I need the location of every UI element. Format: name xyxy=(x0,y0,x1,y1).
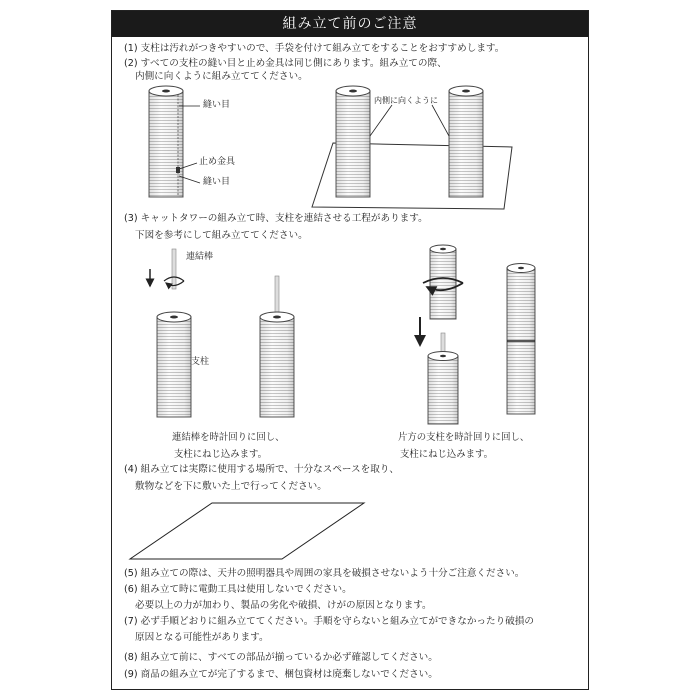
item-3-line-2: 下図を参考にして組み立ててください。 xyxy=(135,230,308,241)
clip-label: 止め金具 xyxy=(199,157,236,167)
post-target xyxy=(157,312,191,417)
post-upper-rotating xyxy=(430,245,456,319)
item-2-line-2: 内側に向くように組み立ててください。 xyxy=(135,71,308,82)
notice-title: 組み立て前のご注意 xyxy=(112,11,588,37)
item-9-line-1: (9) 商品の組み立てが完了するまで、梱包資材は廃棄しないでください。 xyxy=(124,669,438,680)
item-6-line-2: 必要以上の力が加わり、製品の劣化や破損、けがの原因となります。 xyxy=(135,600,432,611)
floor-mat xyxy=(130,503,364,559)
item-2-line-1: (2) すべての支柱の縫い目と止め金具は同じ側にあります。組み立ての際、 xyxy=(124,58,447,69)
item-1-line-1: (1) 支柱は汚れがつきやすいので、手袋を付けて組み立てをすることをおすすめします。 xyxy=(124,43,505,54)
item-5-line-1: (5) 組み立ての際は、天井の照明器具や周囲の家具を破損させないよう十分ご注意ください。 xyxy=(124,568,525,579)
item-7-line-1: (7) 必ず手順どおりに組み立ててください。手順を守らないと組み立てができなかったり破損の xyxy=(124,616,534,627)
item-8-line-1: (8) 組み立て前に、すべての部品が揃っているか必ず確認してください。 xyxy=(124,652,438,663)
item-6-line-1: (6) 組み立て時に電動工具は使用しないでください。 xyxy=(124,584,352,595)
seam-label-top: 縫い目 xyxy=(203,100,231,110)
inward-label: 内側に向くように xyxy=(374,96,438,105)
seam-label-bottom: 縫い目 xyxy=(203,177,231,187)
rod-label: 連結棒 xyxy=(186,252,214,262)
caption-right-2: 支柱にねじ込みます。 xyxy=(400,449,493,460)
post-connected xyxy=(507,264,535,415)
item-7-line-2: 原因となる可能性があります。 xyxy=(135,632,269,643)
caption-left-2: 支柱にねじ込みます。 xyxy=(174,449,267,460)
notice-panel xyxy=(111,10,589,690)
caption-left-1: 連結棒を時計回りに回し、 xyxy=(172,432,285,443)
post-pair-left xyxy=(336,86,370,197)
post-pair-right xyxy=(449,86,483,197)
post-lower xyxy=(428,352,458,425)
item-4-line-1: (4) 組み立ては実際に使用する場所で、十分なスペースを取り、 xyxy=(124,464,399,475)
caption-right-1: 片方の支柱を時計回りに回し、 xyxy=(398,432,530,443)
assembly-illustrations xyxy=(112,11,588,689)
post-with-rod xyxy=(260,312,294,417)
post-with-seam xyxy=(149,86,183,197)
post-label: 支柱 xyxy=(191,357,210,367)
item-4-line-2: 敷物などを下に敷いた上で行ってください。 xyxy=(135,481,327,492)
item-3-line-1: (3) キャットタワーの組み立て時、支柱を連結させる工程があります。 xyxy=(124,213,428,224)
